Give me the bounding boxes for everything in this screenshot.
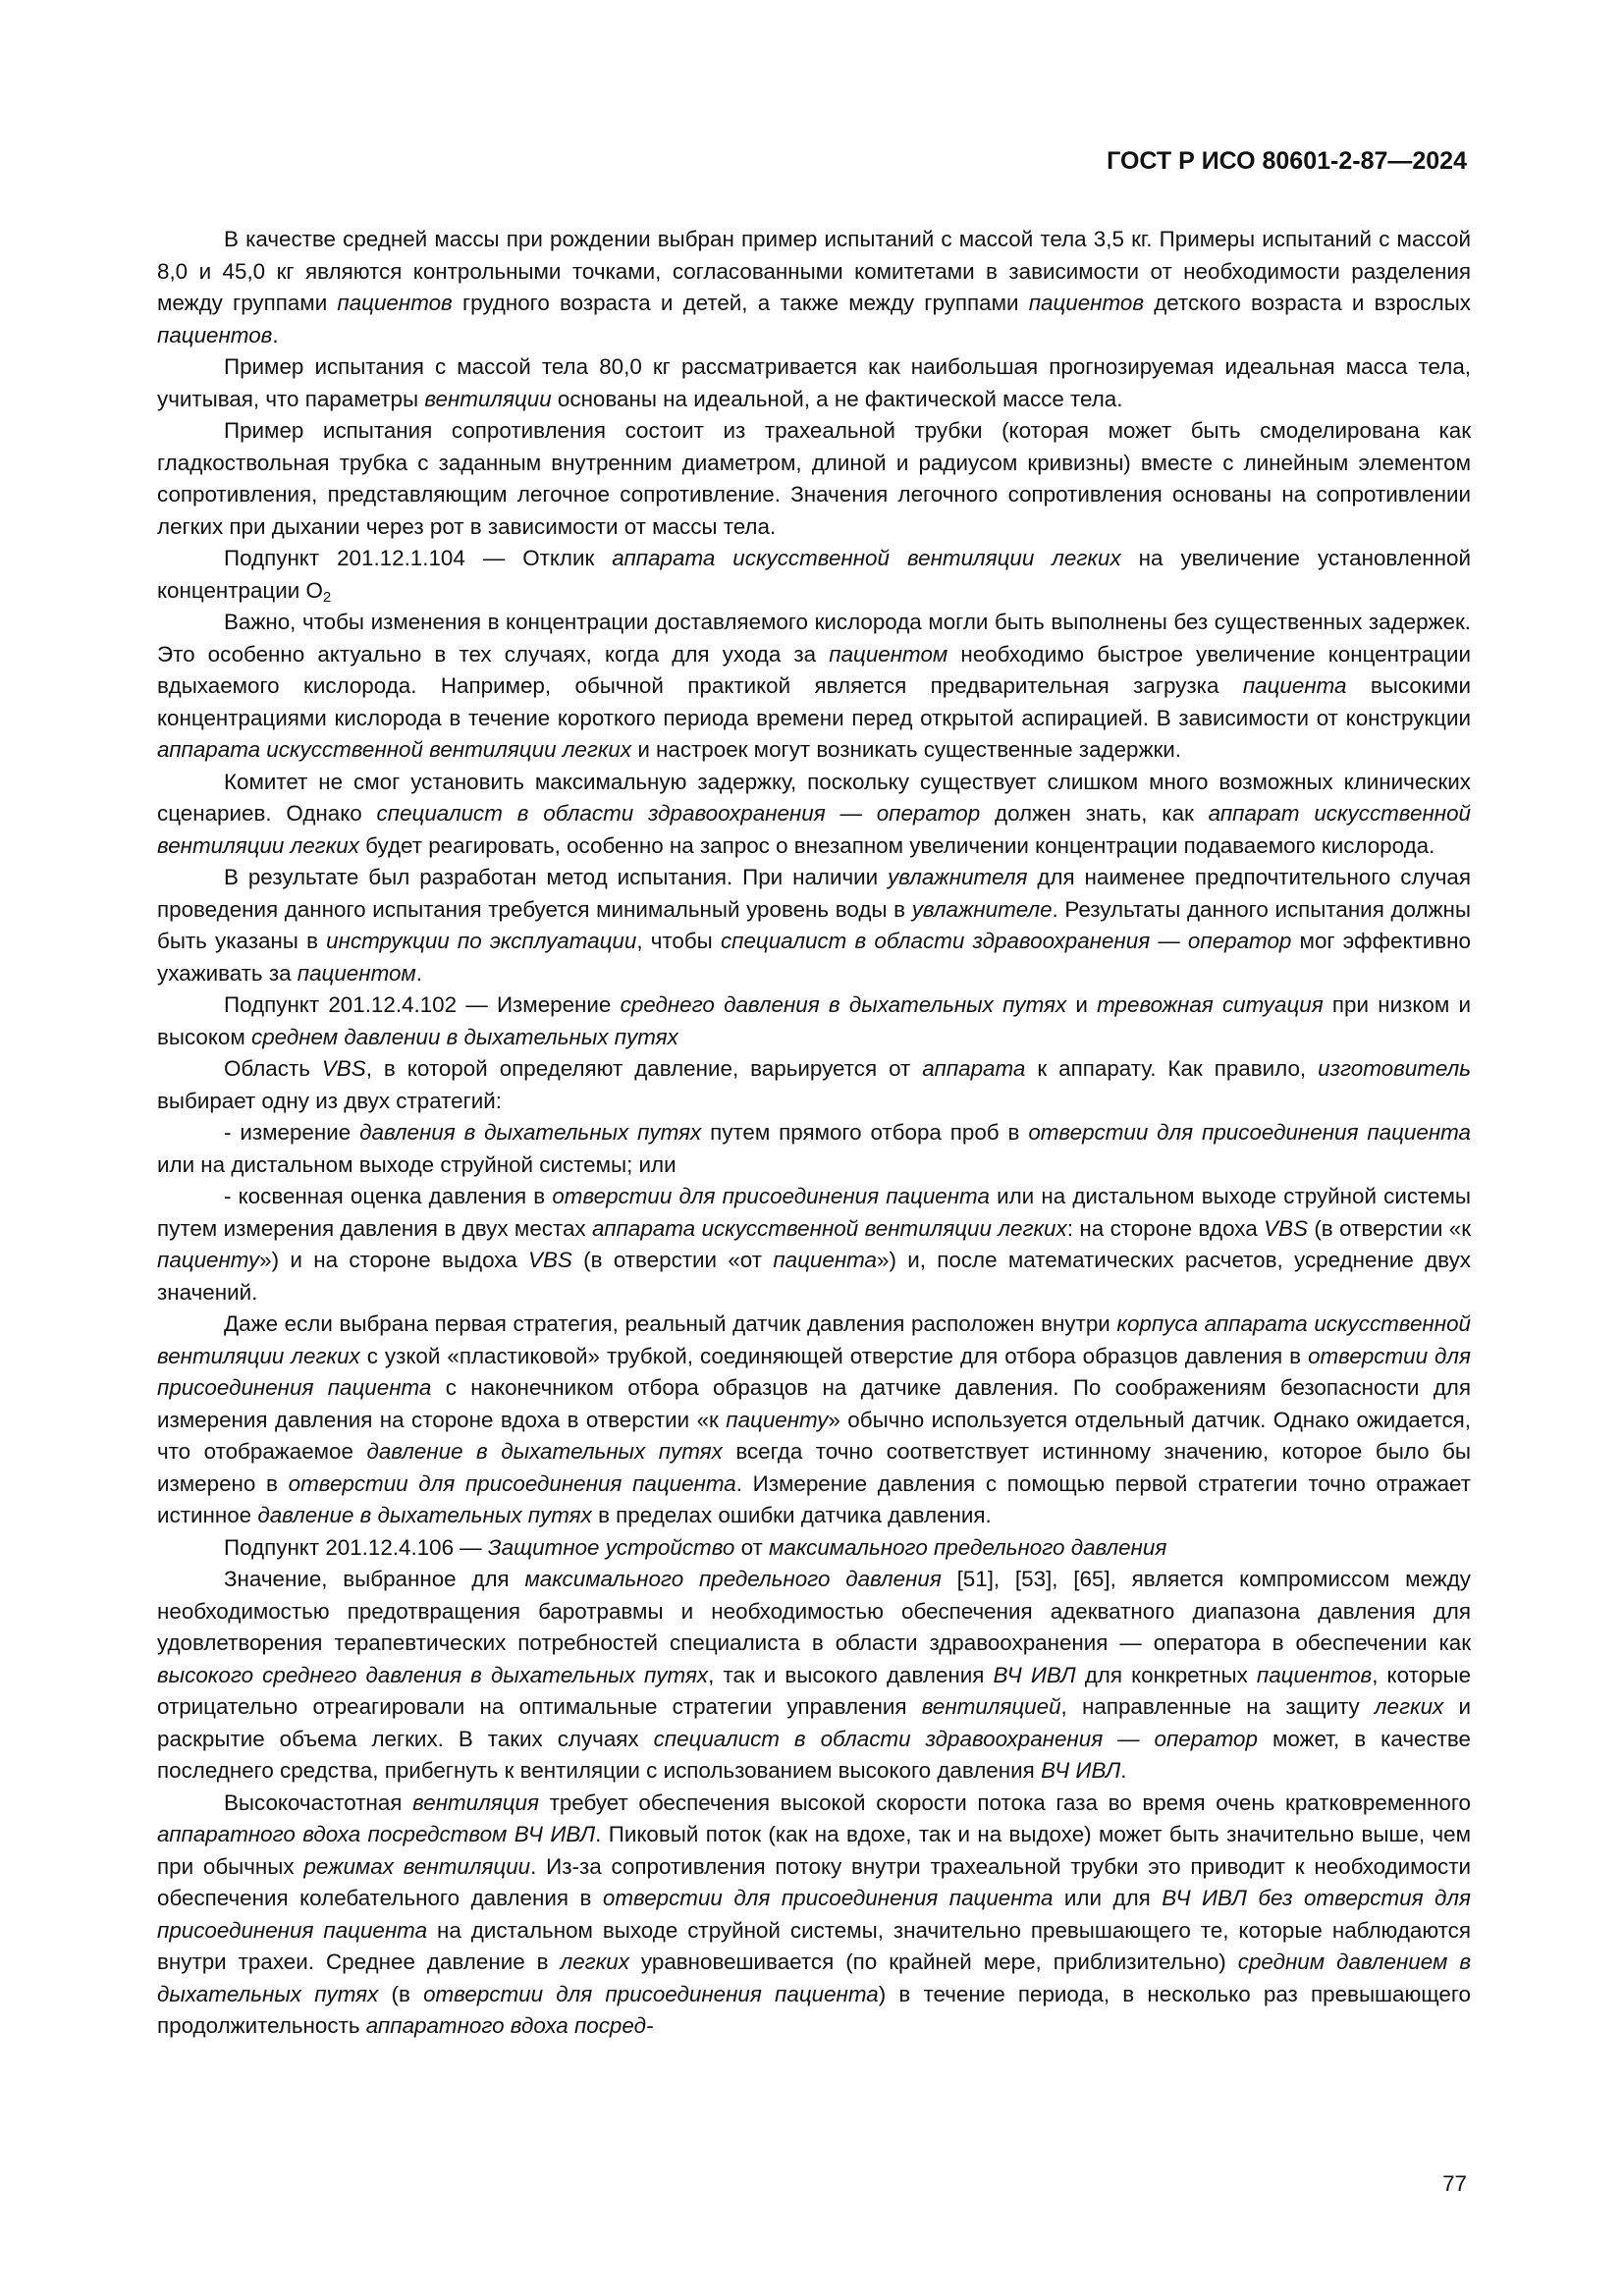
text-run: Подпункт 201.12.1.104 — Отклик xyxy=(224,546,613,570)
italic-term: отверстии для присоединения пациента xyxy=(423,1981,879,2006)
text-run: . Пиковый поток (как на вдохе, так и на выдохе) может быть значительно выше, чем при обычных xyxy=(157,1822,1471,1879)
italic-term: Защитное устройство xyxy=(487,1534,735,1560)
italic-term: средним давлением в дыхательных путях xyxy=(157,1949,1472,2006)
italic-term: специалист в области здравоохранения — оператор xyxy=(720,929,1292,953)
text-run: , так и высокого давления xyxy=(708,1662,994,1687)
text-run: и настроек могут возникать существенные задержки. xyxy=(631,737,1181,762)
italic-term: пациентов xyxy=(157,322,273,347)
italic-term: специалист в области здравоохранения — оператор xyxy=(376,801,981,826)
page-number: 77 xyxy=(1442,2171,1467,2196)
text-run: от xyxy=(734,1534,770,1560)
italic-term: пациенту xyxy=(157,1248,260,1272)
paragraph xyxy=(157,989,1471,1053)
text-run: и xyxy=(1066,992,1098,1017)
italic-term: пациента xyxy=(1242,673,1347,698)
paragraph xyxy=(157,1788,1471,2043)
italic-term: увлажнителя xyxy=(888,865,1028,889)
italic-term: пациентов xyxy=(1256,1662,1373,1687)
italic-term: легких xyxy=(560,1949,629,1974)
italic-term: среднего давления в дыхательных путях xyxy=(620,992,1067,1017)
italic-term: давление в дыхательных путях xyxy=(366,1439,723,1464)
text-run: высокими концентрациями кислорода в течение короткого периода времени перед открытой аспирацией. В зависимости от конструкции xyxy=(157,673,1471,730)
italic-term: давления в дыхательных путях xyxy=(359,1120,702,1145)
text-run: с узкой «пластиковой» трубкой, соединяющей отверстие для отбора образцов давления в xyxy=(359,1343,1309,1368)
italic-term: максимального предельного давления xyxy=(524,1567,942,1591)
text-run: на увеличение установленной концентрации O xyxy=(157,546,1471,603)
italic-term: отверстии для присоединения пациента xyxy=(602,1886,1054,1910)
text-run: . Из-за сопротивления потоку внутри трахеальной трубки это приводит к необходимости обеспечения колебательного давления в xyxy=(157,1853,1471,1910)
paragraph xyxy=(157,767,1471,863)
text-run: - измерение xyxy=(224,1120,360,1145)
paragraph xyxy=(157,1117,1471,1181)
italic-term: максимального предельного давления xyxy=(769,1534,1167,1560)
text-run: ) в течение периода, в несколько раз превышающего продолжительность xyxy=(157,1981,1471,2038)
text-run: - косвенная оценка давления в xyxy=(224,1184,553,1208)
text-run: . Результаты данного испытания должны быть указаны в xyxy=(157,896,1471,953)
text-run: Пример испытания с массой тела 80,0 кг рассматривается как наибольшая прогнозируемая идеальная масса тела, учитывая, что параметры xyxy=(157,354,1471,411)
text-run: для конкретных xyxy=(1075,1662,1257,1687)
subscript: 2 xyxy=(322,588,332,606)
text-run: » обычно используется отдельный датчик. Однако ожидается, что отображаемое xyxy=(157,1407,1471,1464)
text-run: выбирает одну из двух стратегий: xyxy=(157,1088,503,1113)
italic-term: отверстии для присоединения пациента xyxy=(288,1470,736,1496)
text-run: Даже если выбрана первая стратегия, реальный датчик давления расположен внутри xyxy=(224,1311,1117,1336)
italic-term: специалист в области здравоохранения — оператор xyxy=(653,1726,1258,1751)
italic-term: вентиляцией xyxy=(921,1694,1061,1719)
text-run: Область xyxy=(224,1056,322,1081)
italic-term: пациентом xyxy=(297,960,416,986)
paragraph xyxy=(157,1053,1471,1117)
text-run: . xyxy=(272,322,279,347)
text-run: Важно, чтобы изменения в концентрации доставляемого кислорода могли быть выполнены без существенных задержек. Это особенно актуально в тех случаях, когда для ухода за xyxy=(157,610,1471,667)
text-run: Значение, выбранное для xyxy=(224,1567,525,1591)
text-run: или на дистальном выходе струйной системы путем измерения давления в двух местах xyxy=(157,1184,1471,1241)
text-run: и раскрытие объема легких. В таких случаях xyxy=(157,1694,1471,1751)
text-run: к аппарату. Как правило, xyxy=(1025,1056,1319,1081)
italic-term: ВЧ ИВЛ xyxy=(1040,1758,1121,1783)
italic-term: отверстии для присоединения пациента xyxy=(157,1343,1471,1400)
italic-term: VBS xyxy=(528,1248,572,1272)
italic-term: аппарата искусственной вентиляции легких xyxy=(592,1215,1067,1241)
text-run: или для xyxy=(1053,1886,1163,1910)
paragraph xyxy=(157,224,1471,351)
text-run: всегда точно соответствует истинному значению, которое было бы измерено в xyxy=(157,1439,1471,1496)
text-run: Пример испытания сопротивления состоит из трахеальной трубки (которая может быть смоделирована как гладкоствольная трубка с заданным внутренним диаметром, длиной и радиусом кривизны) вместе с линейным элементом сопротивления, представляющим легочное сопротивление. Значения легочного сопротивления основаны на сопротивлении легких при дыхании через рот в зависимости от массы тела. xyxy=(157,418,1471,539)
italic-term: пациенту xyxy=(726,1407,829,1432)
text-run: детского возраста и взрослых xyxy=(1144,291,1471,315)
text-run: : на стороне вдоха xyxy=(1066,1215,1265,1241)
italic-term: пациентом xyxy=(829,641,948,667)
standard-header: ГОСТ Р ИСО 80601-2-87—2024 xyxy=(1107,147,1467,175)
italic-term: ВЧ ИВЛ без отверстия для присоединения пациента xyxy=(157,1886,1471,1943)
paragraph xyxy=(157,1181,1471,1308)
italic-term: высокого среднего давления в дыхательных путях xyxy=(157,1662,709,1687)
text-run: с наконечником отбора образцов на датчике давления. По соображениям безопасности для измерения давления на стороне вдоха в отверстии «к xyxy=(157,1375,1471,1432)
italic-term: увлажнителе xyxy=(911,896,1053,922)
italic-term: аппарата искусственной вентиляции легких xyxy=(157,737,632,762)
text-run: для наименее предпочтительного случая проведения данного испытания требуется минимальный уровень воды в xyxy=(157,865,1472,922)
italic-term: аппаратного вдоха посред- xyxy=(365,2013,654,2038)
body-text xyxy=(157,224,1471,2043)
paragraph xyxy=(157,1308,1471,1532)
text-run: будет реагировать, особенно на запрос о внезапном увеличении концентрации подаваемого кислорода. xyxy=(358,832,1435,858)
italic-term: VBS xyxy=(1264,1215,1308,1241)
paragraph xyxy=(157,862,1471,989)
italic-term: отверстии для присоединения пациента xyxy=(1028,1120,1472,1145)
italic-term: аппарат искусственной вентиляции легких xyxy=(157,801,1471,858)
text-run: грудного возраста и детей, а также между группами xyxy=(452,291,1029,315)
text-run: Высокочастотная xyxy=(224,1789,413,1815)
text-run: при низком и высоком xyxy=(157,992,1472,1049)
text-run: В качестве средней массы при рождении выбран пример испытаний с массой тела 3,5 кг. Примеры испытаний с массой 8,0 и 45,0 кг являются контрольными точками, согласованными комитетами в зависимости от необходимости разделения между группами xyxy=(157,227,1471,315)
italic-term: среднем давлении в дыхательных путях xyxy=(251,1024,678,1049)
italic-term: аппаратного вдоха посредством ВЧ ИВЛ xyxy=(157,1822,596,1846)
text-run: ») и, после математических расчетов, усреднение двух значений. xyxy=(157,1248,1471,1305)
italic-term: VBS xyxy=(321,1056,366,1081)
italic-term: аппарата xyxy=(922,1056,1026,1081)
text-run: на дистальном выходе струйной системы, значительно превышающего те, которые наблюдаются внутри трахеи. Среднее давление в xyxy=(157,1917,1471,1974)
text-run: . Измерение давления с помощью первой стратегии точно отражает истинное xyxy=(157,1470,1471,1527)
italic-term: пациента xyxy=(773,1248,877,1272)
text-run: или на дистальном выходе струйной системы; или xyxy=(157,1151,677,1177)
italic-term: аппарата искусственной вентиляции легких xyxy=(612,546,1121,570)
italic-term: отверстии для присоединения пациента xyxy=(552,1184,990,1208)
italic-term: корпуса аппарата искусственной вентиляции легких xyxy=(157,1311,1471,1368)
italic-term: режимах вентиляции xyxy=(303,1853,531,1879)
italic-term: давление в дыхательных путях xyxy=(257,1503,592,1527)
paragraph xyxy=(157,543,1471,607)
italic-term: пациентов xyxy=(337,291,453,315)
text-run: . xyxy=(415,960,423,986)
text-run: Подпункт 201.12.4.106 — xyxy=(224,1534,488,1560)
italic-term: пациентов xyxy=(1028,291,1145,315)
text-run: должен знать, как xyxy=(980,801,1209,826)
paragraph xyxy=(157,351,1471,415)
paragraph xyxy=(157,1564,1471,1788)
text-run: основаны на идеальной, а не фактической массе тела. xyxy=(551,386,1123,411)
text-run: В результате был разработан метод испытания. При наличии xyxy=(224,865,889,889)
text-run: в пределах ошибки датчика давления. xyxy=(591,1503,992,1527)
text-run: ») и на стороне выдоха xyxy=(259,1248,529,1272)
text-run: (в отверстии «к xyxy=(1307,1215,1471,1241)
paragraph xyxy=(157,607,1471,767)
text-run: (в xyxy=(378,1981,424,2006)
text-run: требует обеспечения высокой скорости потока газа во время очень кратковременного xyxy=(538,1789,1471,1815)
text-run: , направленные на защиту xyxy=(1060,1694,1375,1719)
text-run: . xyxy=(1120,1758,1127,1783)
text-run: , которые отрицательно отреагировали на оптимальные стратегии управления xyxy=(157,1662,1472,1719)
text-run: уравновешивается (по крайней мере, приблизительно) xyxy=(628,1949,1238,1974)
text-run: Комитет не смог установить максимальную задержку, поскольку существует слишком много возможных клинических сценариев. Однако xyxy=(157,769,1471,826)
italic-term: вентиляция xyxy=(412,1789,539,1815)
paragraph xyxy=(157,415,1471,543)
italic-term: изготовитель xyxy=(1318,1056,1471,1081)
text-run: [51], [53], [65], является компромиссом между необходимостью предотвращения баротравмы и необходимостью обеспечения адекватного диапазона давления для удовлетворения терапевтических потребностей специалиста в области здравоохранения — оператора в обеспечении как xyxy=(157,1567,1471,1655)
italic-term: ВЧ ИВЛ xyxy=(993,1662,1076,1687)
text-run: (в отверстии «от xyxy=(571,1248,774,1272)
paragraph xyxy=(157,1532,1471,1565)
italic-term: легких xyxy=(1374,1694,1444,1719)
italic-term: тревожная ситуация xyxy=(1097,992,1324,1017)
text-run: , в которой определяют давление, варьируется от xyxy=(365,1056,923,1081)
text-run: может, в качестве последнего средства, прибегнуть к вентиляции с использованием высокого давления xyxy=(157,1726,1472,1783)
text-run: Подпункт 201.12.4.102 — Измерение xyxy=(224,992,621,1017)
text-run: мог эффективно ухаживать за xyxy=(157,929,1471,986)
text-run: путем прямого отбора проб в xyxy=(701,1120,1029,1145)
italic-term: инструкции по эксплуатации xyxy=(326,929,637,953)
text-run: , чтобы xyxy=(636,929,721,953)
text-run: необходимо быстрое увеличение концентрации вдыхаемого кислорода. Например, обычной практикой является предварительная загрузка xyxy=(157,641,1471,698)
italic-term: вентиляции xyxy=(424,386,552,411)
